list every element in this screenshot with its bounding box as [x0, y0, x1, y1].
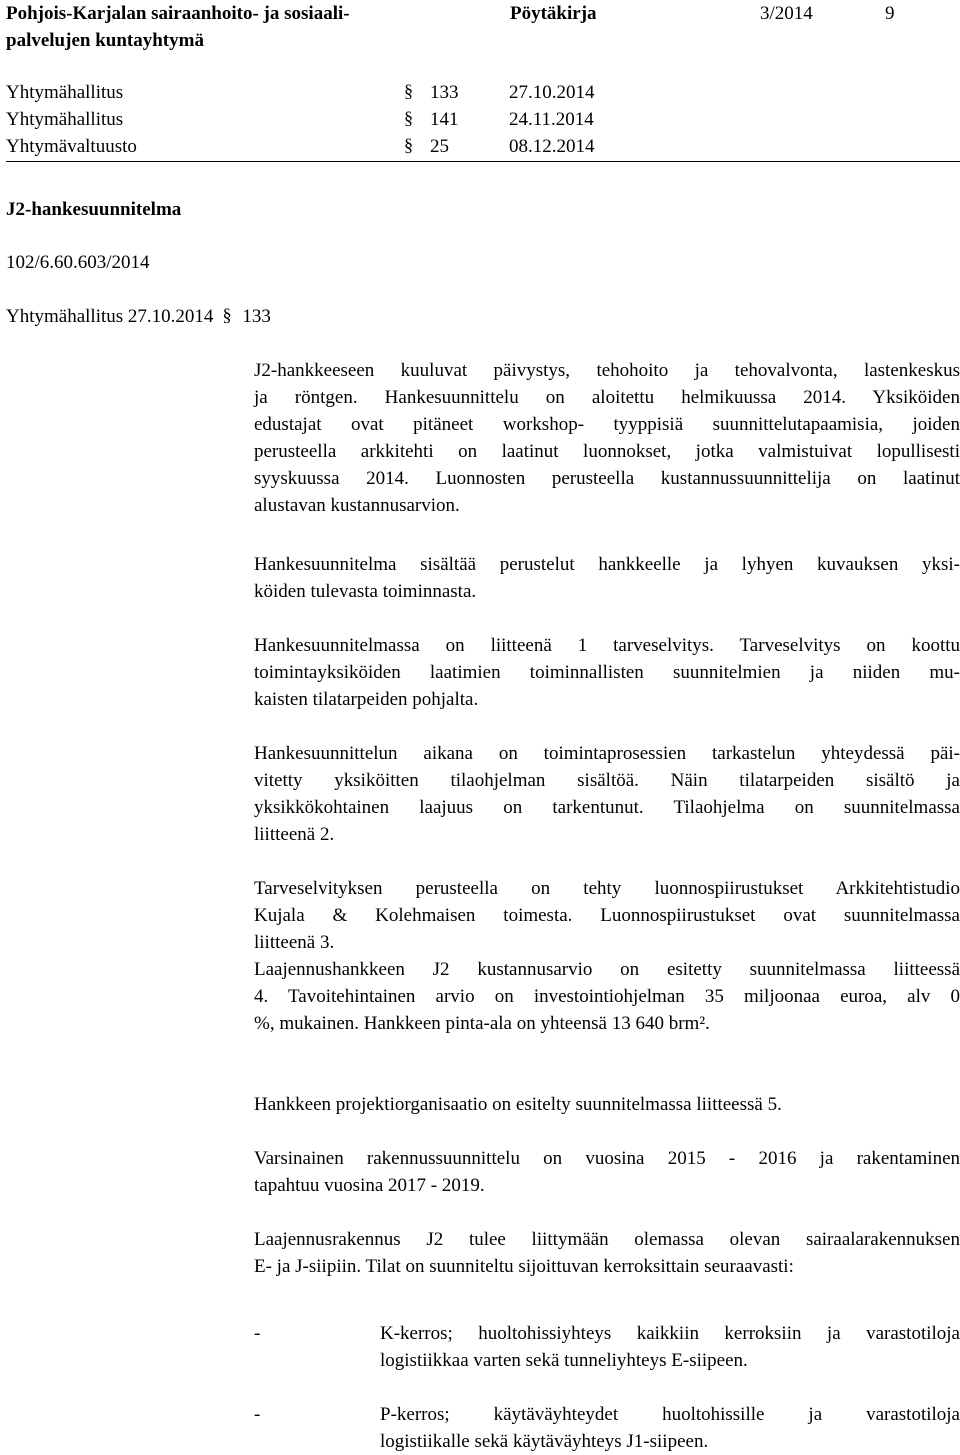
page-title: J2-hankesuunnitelma: [6, 199, 182, 220]
paragraph-line: 4. Tavoitehintainen arvio on investointiohjelman 35 miljoonaa euroa, alv 0: [254, 986, 960, 1007]
paragraph-line: Hankkeen projektiorganisaatio on esitelty suunnitelmassa liitteessä 5.: [254, 1094, 782, 1115]
paragraph: [254, 956, 960, 1037]
meeting-line: [6, 303, 271, 330]
paragraph-line: syyskuussa 2014. Luonnosten perusteella kustannussuunnittelija on laatinut: [254, 468, 960, 489]
meeting-section: 133: [242, 306, 271, 327]
history-body: Yhtymähallitus: [6, 109, 124, 130]
reference-number: 102/6.60.603/2014: [6, 252, 150, 273]
paragraph: [254, 875, 960, 956]
organization-name: [6, 0, 350, 54]
paragraph: [254, 740, 960, 848]
paragraph: [254, 357, 960, 519]
list-item-line: logistiikkaa varten sekä tunneliyhteys E-siipeen.: [380, 1350, 748, 1371]
organization-line-1: Pohjois-Karjalan sairaanhoito- ja sosiaali-: [6, 3, 350, 24]
section-sign-icon: [220, 305, 236, 325]
paragraph-line: Hankesuunnitelmassa on liitteenä 1 tarveselvitys. Tarveselvitys on koottu: [254, 635, 960, 656]
list-dash: -: [254, 1323, 261, 1344]
list-item-line: logistiikalle sekä käytäväyhteys J1-siipeen.: [380, 1431, 709, 1452]
paragraph-line: liitteenä 3.: [254, 932, 335, 953]
paragraph-line: vitetty yksiköitten tilaohjelman sisältöä. Näin tilatarpeiden sisältö ja: [254, 770, 960, 791]
document-number: 3/2014: [760, 3, 813, 24]
svg-text:§: §: [404, 81, 414, 101]
paragraph-line: liitteenä 2.: [254, 824, 335, 845]
paragraph: [254, 1226, 960, 1280]
svg-text:§: §: [404, 135, 414, 155]
paragraph-line: alustavan kustannusarvion.: [254, 495, 460, 516]
paragraph-line: köiden tulevasta toiminnasta.: [254, 581, 477, 602]
list-item-line: K-kerros; huoltohissiyhteys kaikkiin kerroksiin ja varastotiloja: [380, 1323, 960, 1344]
meeting-body: Yhtymähallitus 27.10.2014: [6, 306, 214, 327]
list-item-line: P-kerros; käytäväyhteydet huoltohissille ja varastotiloja: [380, 1404, 960, 1425]
paragraph-line: Laajennushankkeen J2 kustannusarvio on esitetty suunnitelmassa liitteessä: [254, 959, 960, 980]
paragraph-line: Varsinainen rakennussuunnittelu on vuosina 2015 - 2016 ja rakentaminen: [254, 1148, 960, 1169]
paragraph-line: tapahtuu vuosina 2017 - 2019.: [254, 1175, 485, 1196]
section-sign-icon: [401, 106, 418, 133]
paragraph-line: Hankesuunnitelma sisältää perustelut hankkeelle ja lyhyen kuvauksen yksi-: [254, 554, 960, 575]
history-section: 25: [430, 136, 449, 157]
divider: [6, 161, 960, 162]
paragraph: [254, 632, 960, 713]
paragraph-line: E- ja J-siipiin. Tilat on suunniteltu sijoittuvan kerroksittain seuraavasti:: [254, 1256, 794, 1277]
paragraph: [254, 1145, 960, 1199]
history-section: 141: [430, 109, 459, 130]
section-sign-icon: [401, 79, 418, 106]
paragraph: [254, 551, 960, 605]
history-date: 24.11.2014: [509, 109, 594, 130]
history-date: 27.10.2014: [509, 82, 595, 103]
history-date: 08.12.2014: [509, 136, 595, 157]
svg-text:§: §: [404, 108, 414, 128]
page-number: 9: [885, 3, 895, 24]
svg-text:§: §: [222, 305, 233, 325]
paragraph-line: yksikkökohtainen laajuus on tarkentunut. Tilaohjelma on suunnitelmassa: [254, 797, 960, 818]
history-section: 133: [430, 82, 459, 103]
section-sign-icon: [401, 133, 418, 160]
document-type: Pöytäkirja: [510, 3, 597, 24]
paragraph-line: toimintayksiköiden laatimien toiminnallisten suunnitelmien ja niiden mu-: [254, 662, 960, 683]
paragraph-line: Tarveselvityksen perusteella on tehty luonnospiirustukset Arkkitehtistudio: [254, 878, 960, 899]
paragraph-line: J2-hankkeeseen kuuluvat päivystys, tehohoito ja tehovalvonta, lastenkeskus: [254, 360, 960, 381]
paragraph-line: Hankesuunnittelun aikana on toimintaprosessien tarkastelun yhteydessä päi-: [254, 743, 960, 764]
organization-line-2: palvelujen kuntayhtymä: [6, 30, 204, 51]
paragraph-line: kaisten tilatarpeiden pohjalta.: [254, 689, 479, 710]
list-dash: -: [254, 1404, 261, 1425]
paragraph-line: %, mukainen. Hankkeen pinta-ala on yhteensä 13 640 brm².: [254, 1013, 710, 1034]
paragraph-line: Kujala & Kolehmaisen toimesta. Luonnospiirustukset ovat suunnitelmassa: [254, 905, 960, 926]
history-body: Yhtymähallitus: [6, 82, 124, 103]
paragraph: [254, 1091, 960, 1118]
paragraph-line: Laajennusrakennus J2 tulee liittymään olemassa olevan sairaalarakennuksen: [254, 1229, 960, 1250]
paragraph-line: edustajat ovat pitäneet workshop- tyyppisiä suunnittelutapaamisia, joiden: [254, 414, 960, 435]
paragraph-line: perusteella arkkitehti on laatinut luonnokset, jotka valmistuivat lopullisesti: [254, 441, 960, 462]
paragraph-line: ja röntgen. Hankesuunnittelu on aloitettu helmikuussa 2014. Yksiköiden: [254, 387, 960, 408]
history-body: Yhtymävaltuusto: [6, 136, 137, 157]
